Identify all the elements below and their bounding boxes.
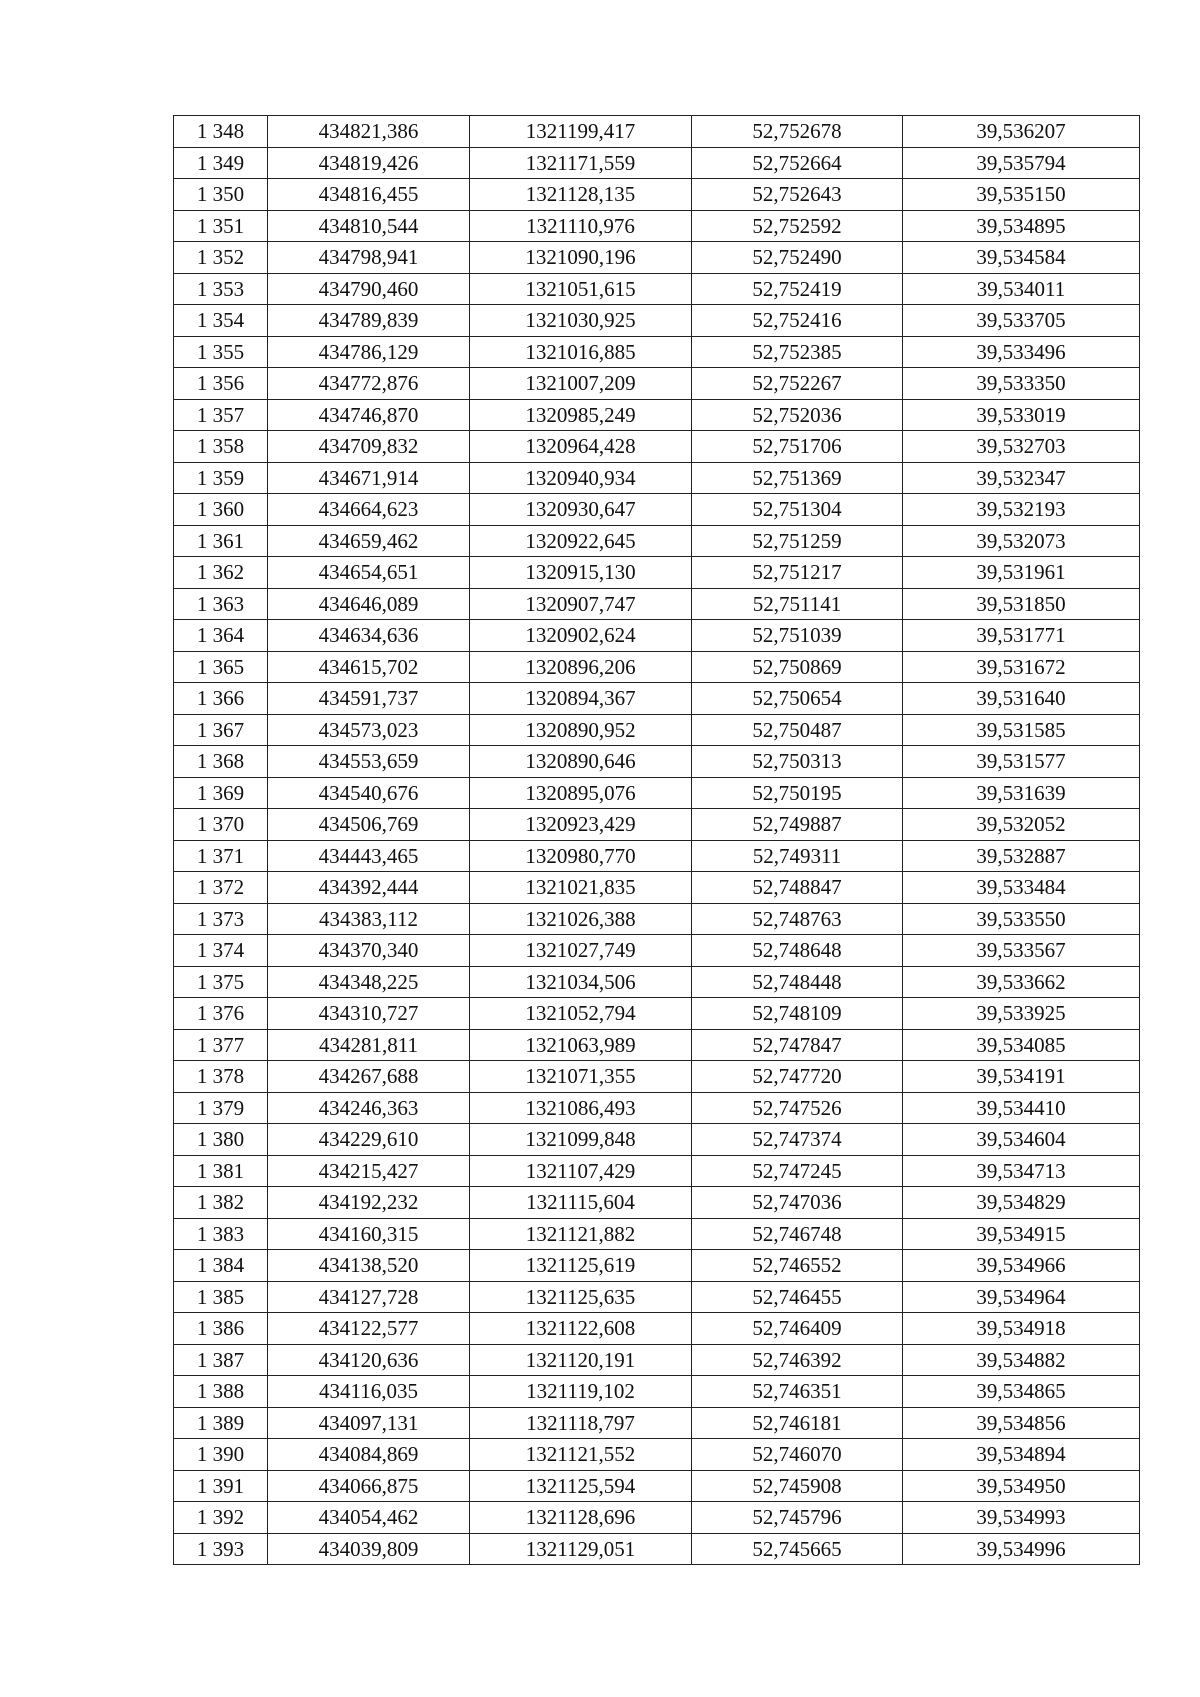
longitude-cell: 39,533925	[903, 998, 1140, 1030]
longitude-cell: 39,531850	[903, 588, 1140, 620]
y-coordinate-cell: 1320895,076	[470, 777, 692, 809]
x-coordinate-cell: 434383,112	[268, 903, 470, 935]
x-coordinate-cell: 434310,727	[268, 998, 470, 1030]
longitude-cell: 39,534950	[903, 1470, 1140, 1502]
coordinates-table	[173, 115, 1140, 1565]
latitude-cell: 52,747720	[692, 1061, 903, 1093]
table-row	[174, 116, 1140, 148]
table-row	[174, 966, 1140, 998]
point-number-cell: 1 358	[174, 431, 268, 463]
latitude-cell: 52,745796	[692, 1502, 903, 1534]
y-coordinate-cell: 1321125,635	[470, 1281, 692, 1313]
y-coordinate-cell: 1321129,051	[470, 1533, 692, 1565]
x-coordinate-cell: 434160,315	[268, 1218, 470, 1250]
y-coordinate-cell: 1320890,952	[470, 714, 692, 746]
table-row	[174, 399, 1140, 431]
table-row	[174, 431, 1140, 463]
x-coordinate-cell: 434798,941	[268, 242, 470, 274]
y-coordinate-cell: 1320896,206	[470, 651, 692, 683]
point-number-cell: 1 389	[174, 1407, 268, 1439]
longitude-cell: 39,531672	[903, 651, 1140, 683]
longitude-cell: 39,532052	[903, 809, 1140, 841]
y-coordinate-cell: 1321107,429	[470, 1155, 692, 1187]
x-coordinate-cell: 434821,386	[268, 116, 470, 148]
y-coordinate-cell: 1321026,388	[470, 903, 692, 935]
y-coordinate-cell: 1321007,209	[470, 368, 692, 400]
longitude-cell: 39,532073	[903, 525, 1140, 557]
point-number-cell: 1 380	[174, 1124, 268, 1156]
longitude-cell: 39,531961	[903, 557, 1140, 589]
y-coordinate-cell: 1321115,604	[470, 1187, 692, 1219]
latitude-cell: 52,748847	[692, 872, 903, 904]
y-coordinate-cell: 1321128,135	[470, 179, 692, 211]
table-row	[174, 651, 1140, 683]
latitude-cell: 52,747036	[692, 1187, 903, 1219]
x-coordinate-cell: 434816,455	[268, 179, 470, 211]
y-coordinate-cell: 1321034,506	[470, 966, 692, 998]
longitude-cell: 39,532193	[903, 494, 1140, 526]
point-number-cell: 1 355	[174, 336, 268, 368]
point-number-cell: 1 357	[174, 399, 268, 431]
longitude-cell: 39,533484	[903, 872, 1140, 904]
latitude-cell: 52,750487	[692, 714, 903, 746]
table-row	[174, 1533, 1140, 1565]
table-row	[174, 1218, 1140, 1250]
y-coordinate-cell: 1321021,835	[470, 872, 692, 904]
y-coordinate-cell: 1321125,594	[470, 1470, 692, 1502]
y-coordinate-cell: 1321125,619	[470, 1250, 692, 1282]
y-coordinate-cell: 1321099,848	[470, 1124, 692, 1156]
x-coordinate-cell: 434192,232	[268, 1187, 470, 1219]
longitude-cell: 39,534191	[903, 1061, 1140, 1093]
table-row	[174, 179, 1140, 211]
x-coordinate-cell: 434229,610	[268, 1124, 470, 1156]
longitude-cell: 39,535150	[903, 179, 1140, 211]
table-row	[174, 1187, 1140, 1219]
table-row	[174, 1376, 1140, 1408]
point-number-cell: 1 369	[174, 777, 268, 809]
table-row	[174, 777, 1140, 809]
y-coordinate-cell: 1320907,747	[470, 588, 692, 620]
latitude-cell: 52,745908	[692, 1470, 903, 1502]
table-row	[174, 1502, 1140, 1534]
longitude-cell: 39,534915	[903, 1218, 1140, 1250]
y-coordinate-cell: 1321199,417	[470, 116, 692, 148]
x-coordinate-cell: 434281,811	[268, 1029, 470, 1061]
latitude-cell: 52,746070	[692, 1439, 903, 1471]
longitude-cell: 39,534966	[903, 1250, 1140, 1282]
point-number-cell: 1 379	[174, 1092, 268, 1124]
y-coordinate-cell: 1320890,646	[470, 746, 692, 778]
table-row	[174, 1029, 1140, 1061]
latitude-cell: 52,748648	[692, 935, 903, 967]
latitude-cell: 52,750313	[692, 746, 903, 778]
x-coordinate-cell: 434097,131	[268, 1407, 470, 1439]
table-row	[174, 462, 1140, 494]
x-coordinate-cell: 434646,089	[268, 588, 470, 620]
point-number-cell: 1 368	[174, 746, 268, 778]
x-coordinate-cell: 434054,462	[268, 1502, 470, 1534]
point-number-cell: 1 362	[174, 557, 268, 589]
longitude-cell: 39,534604	[903, 1124, 1140, 1156]
latitude-cell: 52,752419	[692, 273, 903, 305]
longitude-cell: 39,532887	[903, 840, 1140, 872]
point-number-cell: 1 373	[174, 903, 268, 935]
point-number-cell: 1 372	[174, 872, 268, 904]
latitude-cell: 52,745665	[692, 1533, 903, 1565]
point-number-cell: 1 387	[174, 1344, 268, 1376]
longitude-cell: 39,534996	[903, 1533, 1140, 1565]
point-number-cell: 1 370	[174, 809, 268, 841]
point-number-cell: 1 381	[174, 1155, 268, 1187]
latitude-cell: 52,748763	[692, 903, 903, 935]
latitude-cell: 52,752490	[692, 242, 903, 274]
latitude-cell: 52,746351	[692, 1376, 903, 1408]
table-row	[174, 935, 1140, 967]
point-number-cell: 1 351	[174, 210, 268, 242]
latitude-cell: 52,751259	[692, 525, 903, 557]
x-coordinate-cell: 434348,225	[268, 966, 470, 998]
x-coordinate-cell: 434709,832	[268, 431, 470, 463]
x-coordinate-cell: 434506,769	[268, 809, 470, 841]
x-coordinate-cell: 434615,702	[268, 651, 470, 683]
longitude-cell: 39,531577	[903, 746, 1140, 778]
point-number-cell: 1 367	[174, 714, 268, 746]
point-number-cell: 1 383	[174, 1218, 268, 1250]
table-row	[174, 1407, 1140, 1439]
point-number-cell: 1 354	[174, 305, 268, 337]
table-row	[174, 273, 1140, 305]
table-row	[174, 1061, 1140, 1093]
point-number-cell: 1 390	[174, 1439, 268, 1471]
point-number-cell: 1 388	[174, 1376, 268, 1408]
x-coordinate-cell: 434654,651	[268, 557, 470, 589]
point-number-cell: 1 349	[174, 147, 268, 179]
latitude-cell: 52,747526	[692, 1092, 903, 1124]
longitude-cell: 39,534856	[903, 1407, 1140, 1439]
y-coordinate-cell: 1321027,749	[470, 935, 692, 967]
x-coordinate-cell: 434443,465	[268, 840, 470, 872]
x-coordinate-cell: 434591,737	[268, 683, 470, 715]
point-number-cell: 1 386	[174, 1313, 268, 1345]
table-row	[174, 336, 1140, 368]
table-body	[174, 116, 1140, 1565]
y-coordinate-cell: 1321110,976	[470, 210, 692, 242]
y-coordinate-cell: 1321171,559	[470, 147, 692, 179]
y-coordinate-cell: 1321121,552	[470, 1439, 692, 1471]
longitude-cell: 39,534410	[903, 1092, 1140, 1124]
longitude-cell: 39,531771	[903, 620, 1140, 652]
latitude-cell: 52,747245	[692, 1155, 903, 1187]
y-coordinate-cell: 1321086,493	[470, 1092, 692, 1124]
x-coordinate-cell: 434772,876	[268, 368, 470, 400]
x-coordinate-cell: 434122,577	[268, 1313, 470, 1345]
table-row	[174, 494, 1140, 526]
longitude-cell: 39,534918	[903, 1313, 1140, 1345]
latitude-cell: 52,746552	[692, 1250, 903, 1282]
table-row	[174, 1439, 1140, 1471]
table-row	[174, 1470, 1140, 1502]
y-coordinate-cell: 1321122,608	[470, 1313, 692, 1345]
point-number-cell: 1 376	[174, 998, 268, 1030]
x-coordinate-cell: 434215,427	[268, 1155, 470, 1187]
table-row	[174, 683, 1140, 715]
longitude-cell: 39,533350	[903, 368, 1140, 400]
point-number-cell: 1 350	[174, 179, 268, 211]
table-row	[174, 998, 1140, 1030]
point-number-cell: 1 359	[174, 462, 268, 494]
longitude-cell: 39,531585	[903, 714, 1140, 746]
point-number-cell: 1 364	[174, 620, 268, 652]
latitude-cell: 52,750195	[692, 777, 903, 809]
x-coordinate-cell: 434246,363	[268, 1092, 470, 1124]
x-coordinate-cell: 434553,659	[268, 746, 470, 778]
latitude-cell: 52,746392	[692, 1344, 903, 1376]
y-coordinate-cell: 1321128,696	[470, 1502, 692, 1534]
y-coordinate-cell: 1321052,794	[470, 998, 692, 1030]
x-coordinate-cell: 434671,914	[268, 462, 470, 494]
x-coordinate-cell: 434664,623	[268, 494, 470, 526]
latitude-cell: 52,747374	[692, 1124, 903, 1156]
point-number-cell: 1 365	[174, 651, 268, 683]
latitude-cell: 52,751217	[692, 557, 903, 589]
table-row	[174, 242, 1140, 274]
longitude-cell: 39,534894	[903, 1439, 1140, 1471]
longitude-cell: 39,532703	[903, 431, 1140, 463]
table-row	[174, 557, 1140, 589]
point-number-cell: 1 363	[174, 588, 268, 620]
table-row	[174, 809, 1140, 841]
longitude-cell: 39,534085	[903, 1029, 1140, 1061]
point-number-cell: 1 391	[174, 1470, 268, 1502]
latitude-cell: 52,747847	[692, 1029, 903, 1061]
latitude-cell: 52,752678	[692, 116, 903, 148]
table-row	[174, 1124, 1140, 1156]
latitude-cell: 52,752036	[692, 399, 903, 431]
table-row	[174, 525, 1140, 557]
x-coordinate-cell: 434786,129	[268, 336, 470, 368]
x-coordinate-cell: 434084,869	[268, 1439, 470, 1471]
x-coordinate-cell: 434066,875	[268, 1470, 470, 1502]
y-coordinate-cell: 1321119,102	[470, 1376, 692, 1408]
longitude-cell: 39,533019	[903, 399, 1140, 431]
point-number-cell: 1 348	[174, 116, 268, 148]
x-coordinate-cell: 434116,035	[268, 1376, 470, 1408]
table-row	[174, 147, 1140, 179]
longitude-cell: 39,531639	[903, 777, 1140, 809]
table-row	[174, 872, 1140, 904]
y-coordinate-cell: 1321090,196	[470, 242, 692, 274]
latitude-cell: 52,751039	[692, 620, 903, 652]
y-coordinate-cell: 1321016,885	[470, 336, 692, 368]
x-coordinate-cell: 434746,870	[268, 399, 470, 431]
y-coordinate-cell: 1321071,355	[470, 1061, 692, 1093]
longitude-cell: 39,533496	[903, 336, 1140, 368]
table-row	[174, 1092, 1140, 1124]
x-coordinate-cell: 434819,426	[268, 147, 470, 179]
table-row	[174, 210, 1140, 242]
point-number-cell: 1 352	[174, 242, 268, 274]
latitude-cell: 52,751304	[692, 494, 903, 526]
latitude-cell: 52,752592	[692, 210, 903, 242]
longitude-cell: 39,534713	[903, 1155, 1140, 1187]
table-row	[174, 1344, 1140, 1376]
longitude-cell: 39,533662	[903, 966, 1140, 998]
table-row	[174, 1313, 1140, 1345]
x-coordinate-cell: 434370,340	[268, 935, 470, 967]
longitude-cell: 39,532347	[903, 462, 1140, 494]
x-coordinate-cell: 434540,676	[268, 777, 470, 809]
table-row	[174, 620, 1140, 652]
point-number-cell: 1 356	[174, 368, 268, 400]
latitude-cell: 52,749887	[692, 809, 903, 841]
latitude-cell: 52,748448	[692, 966, 903, 998]
y-coordinate-cell: 1320940,934	[470, 462, 692, 494]
point-number-cell: 1 371	[174, 840, 268, 872]
x-coordinate-cell: 434392,444	[268, 872, 470, 904]
y-coordinate-cell: 1320902,624	[470, 620, 692, 652]
point-number-cell: 1 378	[174, 1061, 268, 1093]
longitude-cell: 39,534895	[903, 210, 1140, 242]
table-row	[174, 1155, 1140, 1187]
point-number-cell: 1 377	[174, 1029, 268, 1061]
latitude-cell: 52,746409	[692, 1313, 903, 1345]
point-number-cell: 1 361	[174, 525, 268, 557]
longitude-cell: 39,534584	[903, 242, 1140, 274]
longitude-cell: 39,533567	[903, 935, 1140, 967]
longitude-cell: 39,534964	[903, 1281, 1140, 1313]
x-coordinate-cell: 434810,544	[268, 210, 470, 242]
latitude-cell: 52,746455	[692, 1281, 903, 1313]
longitude-cell: 39,534829	[903, 1187, 1140, 1219]
point-number-cell: 1 384	[174, 1250, 268, 1282]
y-coordinate-cell: 1320985,249	[470, 399, 692, 431]
x-coordinate-cell: 434634,636	[268, 620, 470, 652]
latitude-cell: 52,748109	[692, 998, 903, 1030]
y-coordinate-cell: 1321118,797	[470, 1407, 692, 1439]
latitude-cell: 52,751141	[692, 588, 903, 620]
point-number-cell: 1 366	[174, 683, 268, 715]
longitude-cell: 39,536207	[903, 116, 1140, 148]
longitude-cell: 39,535794	[903, 147, 1140, 179]
table-row	[174, 368, 1140, 400]
point-number-cell: 1 360	[174, 494, 268, 526]
table-row	[174, 903, 1140, 935]
y-coordinate-cell: 1320930,647	[470, 494, 692, 526]
latitude-cell: 52,746748	[692, 1218, 903, 1250]
point-number-cell: 1 353	[174, 273, 268, 305]
x-coordinate-cell: 434267,688	[268, 1061, 470, 1093]
y-coordinate-cell: 1321051,615	[470, 273, 692, 305]
table-row	[174, 588, 1140, 620]
longitude-cell: 39,534993	[903, 1502, 1140, 1534]
x-coordinate-cell: 434789,839	[268, 305, 470, 337]
x-coordinate-cell: 434138,520	[268, 1250, 470, 1282]
longitude-cell: 39,531640	[903, 683, 1140, 715]
y-coordinate-cell: 1321030,925	[470, 305, 692, 337]
latitude-cell: 52,752267	[692, 368, 903, 400]
latitude-cell: 52,751706	[692, 431, 903, 463]
y-coordinate-cell: 1321120,191	[470, 1344, 692, 1376]
table-row	[174, 746, 1140, 778]
x-coordinate-cell: 434039,809	[268, 1533, 470, 1565]
y-coordinate-cell: 1320923,429	[470, 809, 692, 841]
latitude-cell: 52,752416	[692, 305, 903, 337]
x-coordinate-cell: 434573,023	[268, 714, 470, 746]
longitude-cell: 39,534011	[903, 273, 1140, 305]
point-number-cell: 1 393	[174, 1533, 268, 1565]
table-row	[174, 305, 1140, 337]
x-coordinate-cell: 434659,462	[268, 525, 470, 557]
table-row	[174, 714, 1140, 746]
point-number-cell: 1 382	[174, 1187, 268, 1219]
y-coordinate-cell: 1321063,989	[470, 1029, 692, 1061]
x-coordinate-cell: 434790,460	[268, 273, 470, 305]
latitude-cell: 52,746181	[692, 1407, 903, 1439]
y-coordinate-cell: 1320915,130	[470, 557, 692, 589]
longitude-cell: 39,533550	[903, 903, 1140, 935]
latitude-cell: 52,750869	[692, 651, 903, 683]
longitude-cell: 39,533705	[903, 305, 1140, 337]
x-coordinate-cell: 434127,728	[268, 1281, 470, 1313]
longitude-cell: 39,534865	[903, 1376, 1140, 1408]
y-coordinate-cell: 1320964,428	[470, 431, 692, 463]
table-row	[174, 840, 1140, 872]
longitude-cell: 39,534882	[903, 1344, 1140, 1376]
x-coordinate-cell: 434120,636	[268, 1344, 470, 1376]
y-coordinate-cell: 1320980,770	[470, 840, 692, 872]
y-coordinate-cell: 1321121,882	[470, 1218, 692, 1250]
point-number-cell: 1 392	[174, 1502, 268, 1534]
latitude-cell: 52,752385	[692, 336, 903, 368]
latitude-cell: 52,749311	[692, 840, 903, 872]
latitude-cell: 52,750654	[692, 683, 903, 715]
table-row	[174, 1250, 1140, 1282]
latitude-cell: 52,751369	[692, 462, 903, 494]
table-row	[174, 1281, 1140, 1313]
y-coordinate-cell: 1320894,367	[470, 683, 692, 715]
y-coordinate-cell: 1320922,645	[470, 525, 692, 557]
point-number-cell: 1 385	[174, 1281, 268, 1313]
latitude-cell: 52,752643	[692, 179, 903, 211]
point-number-cell: 1 375	[174, 966, 268, 998]
latitude-cell: 52,752664	[692, 147, 903, 179]
point-number-cell: 1 374	[174, 935, 268, 967]
